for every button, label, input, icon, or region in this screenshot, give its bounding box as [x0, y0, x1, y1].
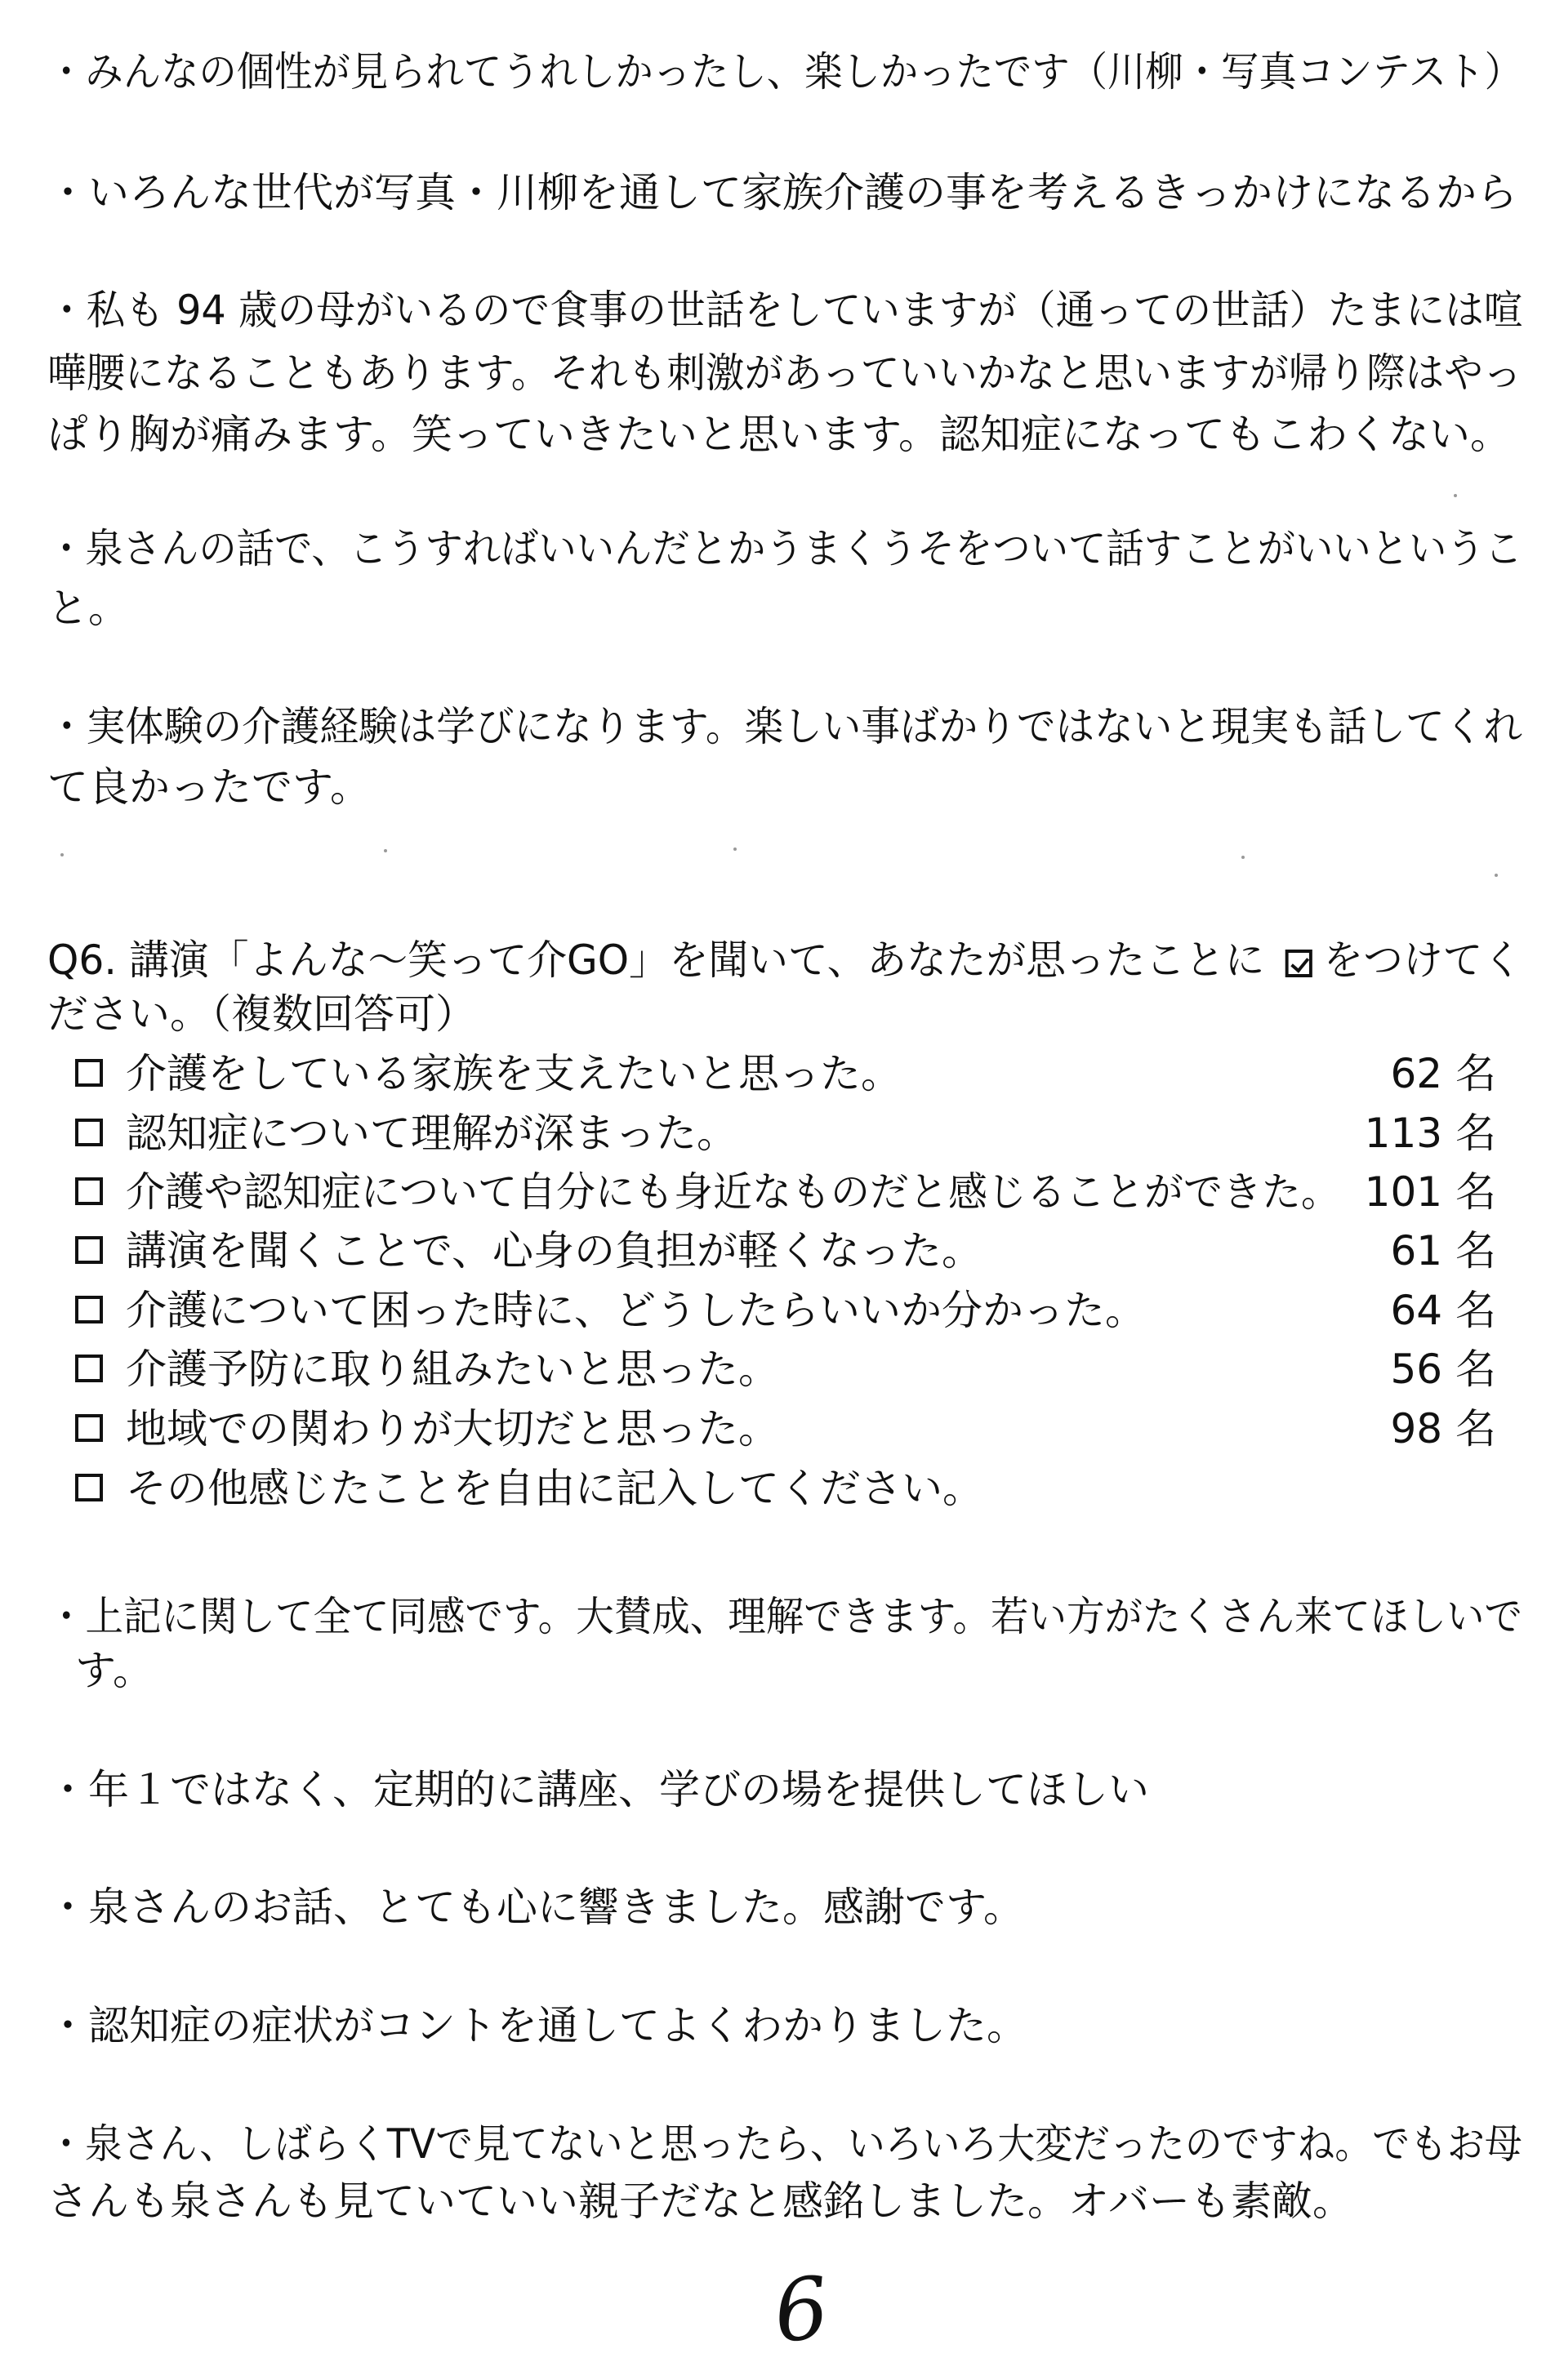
- option-label: 介護や認知症について自分にも身近なものだと感じることができた。: [126, 1168, 1340, 1216]
- comment-line: ・いろんな世代が写真・川柳を通して家族介護の事を考えるきっかけになるから: [47, 169, 1517, 216]
- comment-line: ぱり胸が痛みます。笑っていきたいと思います。認知症になってもこわくない。: [47, 411, 1511, 458]
- question-q6: [47, 936, 1522, 985]
- option-label: 講演を聞くことで、心身の負担が軽くなった。: [126, 1227, 982, 1275]
- question-text-tail: をつけてく: [1323, 936, 1523, 984]
- checkbox-icon[interactable]: [75, 1059, 103, 1087]
- page-number: 6: [769, 2257, 834, 2363]
- comment-line: ・泉さんのお話、とても心に響きました。感謝です。: [47, 1884, 1024, 1931]
- option-label: その他感じたことを自由に記入してください。: [126, 1465, 983, 1512]
- survey-option: [75, 1464, 1496, 1513]
- comment-line: て良かったです。: [47, 763, 371, 811]
- comment-line: す。: [75, 1647, 154, 1694]
- comment-line: ・みんなの個性が見られてうれしかったし、楽しかったです（川柳・写真コンテスト）: [47, 48, 1522, 96]
- comment-line: ・泉さん、しばらくTVで見てないと思ったら、いろいろ大変だったのですね。でもお母: [47, 2120, 1522, 2168]
- comment-line: 嘩腰になることもあります。それも刺激があっていいかなと思いますが帰り際はやっ: [47, 349, 1522, 397]
- option-count: 61 名: [1390, 1227, 1496, 1275]
- survey-option: [75, 1049, 1496, 1098]
- scan-speck: [733, 847, 737, 851]
- comment-line: さんも泉さんも見ていていい親子だなと感銘しました。オバーも素敵。: [47, 2178, 1353, 2225]
- survey-option: [75, 1226, 1496, 1275]
- comment-line: ・上記に関して全て同感です。大賛成、理解できます。若い方がたくさん来てほしいで: [47, 1593, 1522, 1640]
- option-label: 介護について困った時に、どうしたらいいか分かった。: [126, 1287, 1146, 1334]
- checked-box-icon: [1285, 950, 1312, 977]
- comment-line: ・実体験の介護経験は学びになります。楽しい事ばかりではないと現実も話してくれ: [47, 703, 1522, 750]
- checkbox-icon[interactable]: [75, 1355, 103, 1382]
- checkbox-icon[interactable]: [75, 1414, 103, 1442]
- option-count: 98 名: [1390, 1405, 1496, 1452]
- question-q6-instruction: ださい。（複数回答可）: [47, 990, 476, 1038]
- comment-line: ・認知症の症状がコントを通してよくわかりました。: [47, 2002, 1027, 2049]
- question-text: Q6. 講演「よんな～笑って介GO」を聞いて、あなたが思ったことに: [47, 936, 1265, 984]
- comment-line: ・泉さんの話で、こうすればいいんだとかうまくうそをついて話すことがいいというこ: [47, 525, 1522, 572]
- scan-speck: [1241, 856, 1245, 859]
- comment-line: ・私も 94 歳の母がいるので食事の世話をしていますが（通っての世話）たまには喧: [47, 287, 1523, 334]
- scan-speck: [60, 853, 64, 856]
- option-label: 認知症について理解が深まった。: [126, 1110, 737, 1157]
- survey-option: [75, 1168, 1496, 1217]
- survey-option: [75, 1286, 1496, 1335]
- option-label: 地域での関わりが大切だと思った。: [126, 1405, 779, 1452]
- checkbox-icon[interactable]: [75, 1474, 103, 1501]
- survey-option: [75, 1109, 1496, 1158]
- option-label: 介護をしている家族を支えたいと思った。: [126, 1050, 902, 1097]
- checkbox-icon[interactable]: [75, 1296, 103, 1323]
- scan-speck: [1454, 494, 1457, 497]
- option-count: 56 名: [1390, 1346, 1496, 1393]
- comment-line: と。: [47, 585, 129, 632]
- scan-speck: [1495, 874, 1498, 877]
- option-count: 64 名: [1390, 1287, 1496, 1334]
- scan-speck: [384, 849, 387, 852]
- option-count: 62 名: [1390, 1050, 1496, 1097]
- survey-option: [75, 1404, 1496, 1453]
- checkbox-icon[interactable]: [75, 1236, 103, 1264]
- option-count: 113 名: [1364, 1110, 1496, 1157]
- survey-option: [75, 1345, 1496, 1394]
- option-label: 介護予防に取り組みたいと思った。: [126, 1346, 779, 1393]
- checkbox-icon[interactable]: [75, 1177, 103, 1205]
- option-count: 101 名: [1364, 1168, 1496, 1216]
- checkbox-icon[interactable]: [75, 1119, 103, 1146]
- comment-line: ・年１ではなく、定期的に講座、学びの場を提供してほしい: [47, 1766, 1149, 1813]
